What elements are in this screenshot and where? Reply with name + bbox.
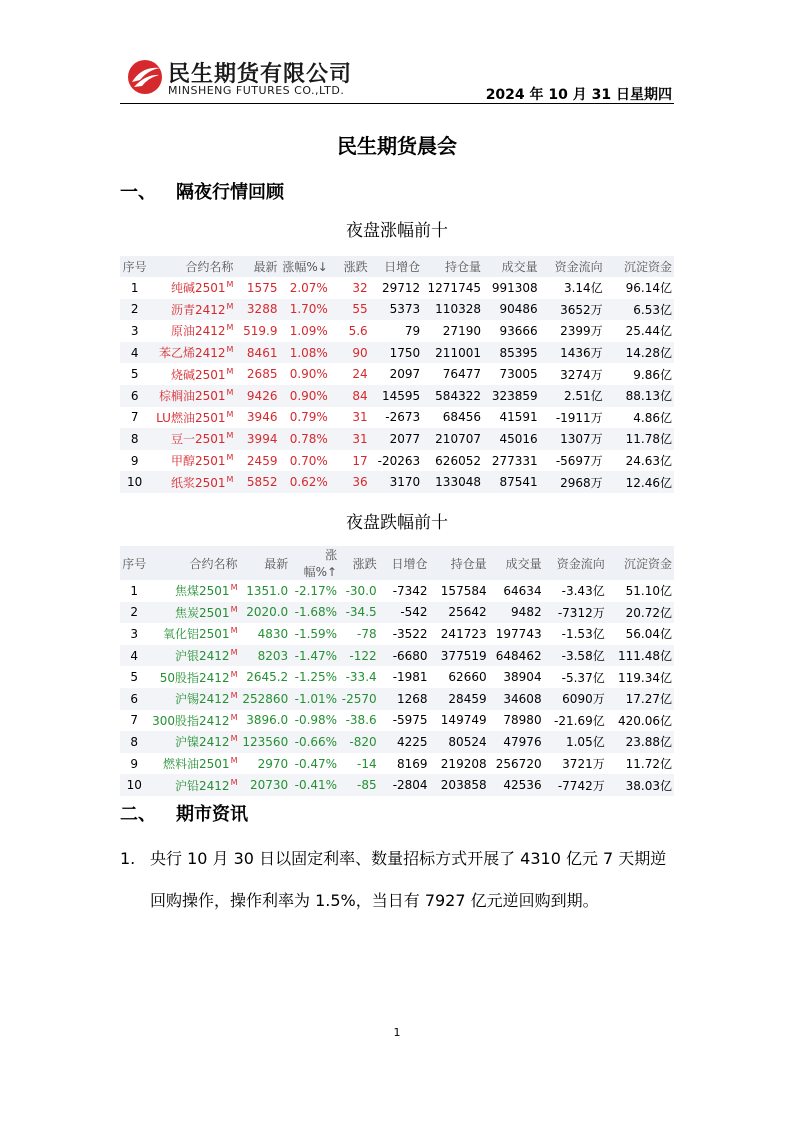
main-contract-marker: M [226, 409, 234, 419]
table-row [120, 320, 674, 342]
table-cell: 210707 [422, 428, 483, 450]
table-cell: 氧化铝$2501^M$ [163, 626, 238, 642]
table-cell: -2570 [339, 688, 379, 710]
night-gainers-table [120, 256, 674, 493]
table-cell: -1981 [392, 670, 428, 685]
table-row [120, 363, 674, 385]
table-cell: -3522 [392, 626, 428, 641]
section-number: 二、 [120, 804, 156, 825]
main-contract-marker: M [226, 453, 234, 463]
table-cell: -5.37亿 [561, 670, 605, 685]
table-cell: 519.9 [243, 323, 278, 338]
table-cell: 0.79% [289, 410, 328, 425]
main-contract-marker: M [226, 431, 234, 441]
column-header: 持仓量 [430, 546, 489, 580]
table-cell: 4225 [379, 731, 430, 753]
table-cell: 24.63亿 [625, 454, 672, 469]
table-cell: 沪铅$2412^M$ [149, 774, 240, 796]
table-cell: 1.05亿 [544, 731, 607, 753]
table-cell: -2673 [385, 410, 421, 425]
table-cell: 88.13亿 [605, 385, 674, 407]
table-cell: -2.17% [294, 583, 338, 598]
table-cell: 24 [352, 367, 368, 382]
table-cell: 9 [130, 453, 139, 468]
main-contract-marker: M [230, 626, 238, 636]
table-cell: 78980 [503, 713, 542, 728]
table-cell: 6 [120, 688, 149, 710]
table-cell: -1.25% [294, 670, 338, 685]
table-cell: 2.07% [289, 280, 328, 295]
table-cell: 沪镍$2412^M$ [149, 731, 240, 753]
table-cell: 9426 [235, 385, 279, 407]
page-number: 1 [393, 1026, 401, 1039]
table-cell: 584322 [422, 385, 483, 407]
table-cell: 64634 [503, 583, 542, 598]
table-row [120, 666, 674, 688]
main-contract-marker: M [226, 345, 234, 355]
table-cell: 119.34亿 [618, 670, 672, 685]
table-cell: 41591 [499, 410, 538, 425]
table-cell: 79 [404, 323, 421, 338]
table-cell: -7312万 [544, 602, 607, 624]
table-cell: -1.59% [294, 626, 338, 641]
table-cell: 纸浆$2501^M$ [149, 471, 235, 493]
table-cell: 87541 [483, 471, 540, 493]
table-cell: 6090万 [544, 688, 607, 710]
table-cell: 31 [352, 410, 368, 425]
report-date: 2024 年 10 月 31 日星期四 [485, 87, 672, 103]
table-cell: 73005 [499, 367, 538, 382]
table-cell: 17.27亿 [607, 688, 674, 710]
table-cell: -122 [339, 645, 379, 667]
column-header: 日增仓 [370, 256, 422, 277]
table-cell: 31 [330, 428, 370, 450]
table-cell: 2399万 [560, 324, 603, 339]
table-cell: 棕榈油$2501^M$ [149, 385, 235, 407]
table-cell: 6 [120, 385, 149, 407]
table-cell: -0.41% [290, 774, 339, 796]
column-header: 沉淀资金 [607, 546, 674, 580]
table-cell: -34.5 [339, 602, 379, 624]
column-header: 资金流向 [540, 256, 605, 277]
table-cell: 10 [120, 774, 149, 796]
table-cell: 68456 [442, 410, 481, 425]
table-cell: 沪银$2412^M$ [149, 645, 240, 667]
table-row [120, 753, 674, 775]
main-contract-marker: M [230, 734, 238, 744]
table-row [120, 342, 674, 364]
column-header: 成交量 [489, 546, 544, 580]
table-cell: 5.6 [348, 323, 368, 338]
column-header: 合约名称 [149, 256, 235, 277]
table-cell: -0.47% [294, 756, 338, 771]
table-cell: 38.03亿 [607, 774, 674, 796]
table-cell: -0.98% [294, 713, 338, 728]
table-cell: 3 [130, 323, 139, 338]
section-label: 隔夜行情回顾 [176, 182, 284, 203]
table-up-title: 夜盘涨幅前十 [346, 221, 448, 241]
column-header: 序号 [120, 546, 149, 580]
table-cell: 6.53亿 [605, 299, 674, 321]
table-cell: 14595 [370, 385, 422, 407]
table-cell: 38904 [503, 670, 542, 685]
table-cell: 5852 [235, 471, 279, 493]
table-cell: 93666 [499, 323, 538, 338]
table-cell: 9482 [489, 602, 544, 624]
table-cell: 9 [130, 756, 139, 771]
table-row [120, 580, 674, 602]
section-label: 期市资讯 [176, 804, 248, 825]
table-cell: 32 [352, 280, 368, 295]
table-cell: 3994 [235, 428, 279, 450]
header-divider [120, 103, 674, 104]
table-cell: 62660 [448, 670, 487, 685]
table-cell: 96.14亿 [625, 281, 672, 296]
main-contract-marker: M [230, 648, 238, 658]
table-cell: 4 [120, 342, 149, 364]
table-cell: 123560 [239, 731, 290, 753]
table-cell: 420.06亿 [618, 713, 672, 728]
table-cell: 1.09% [289, 323, 328, 338]
table-cell: 111.48亿 [607, 645, 674, 667]
section-number: 一、 [120, 182, 156, 203]
table-cell: 241723 [440, 626, 487, 641]
table-cell: -1911万 [555, 410, 603, 425]
table-cell: 27190 [442, 323, 481, 338]
table-cell: 0.62% [279, 471, 329, 493]
table-cell: 5 [130, 367, 139, 382]
column-header: 涨幅%↑ [290, 546, 339, 580]
company-logo [126, 56, 366, 100]
table-cell: 197743 [495, 626, 542, 641]
main-contract-marker: M [230, 583, 238, 593]
table-cell: 2 [120, 299, 149, 321]
news-item-text: 央行 10 月 30 日以固定利率、数量招标方式开展了 4310 亿元 7 天期逆回购操作，操作利率为 1.5%，当日有 7927 亿元逆回购到期。 [150, 849, 667, 910]
table-cell: 1.08% [279, 342, 329, 364]
table-cell: -3.43亿 [561, 584, 605, 599]
column-header: 合约名称 [149, 546, 240, 580]
table-cell: 7 [130, 713, 139, 728]
column-header: 成交量 [483, 256, 540, 277]
table-cell: 0.90% [279, 385, 329, 407]
table-cell: 11.72亿 [625, 757, 672, 772]
table-cell: 28459 [430, 688, 489, 710]
table-cell: 烧碱$2501^M$ [170, 366, 234, 382]
column-header: 持仓量 [422, 256, 483, 277]
table-cell: 25642 [430, 602, 489, 624]
table-cell: -7742万 [544, 774, 607, 796]
table-cell: 84 [330, 385, 370, 407]
main-contract-marker: M [226, 301, 234, 311]
table-cell: 55 [330, 299, 370, 321]
main-contract-marker: M [230, 756, 238, 766]
table-cell: -78 [357, 626, 377, 641]
table-cell: 8169 [397, 756, 428, 771]
main-contract-marker: M [226, 474, 234, 484]
table-cell: 23.88亿 [607, 731, 674, 753]
table-cell: 甲醇$2501^M$ [170, 453, 234, 469]
table-cell: -21.69亿 [554, 713, 605, 728]
table-cell: 3652万 [540, 299, 605, 321]
table-cell: 149749 [440, 713, 487, 728]
table-cell: -5975 [392, 713, 428, 728]
table-cell: 2459 [246, 453, 278, 468]
table-cell: 1271745 [427, 280, 481, 295]
table-cell: 29712 [381, 280, 421, 295]
table-cell: -1.68% [290, 602, 339, 624]
table-cell: 焦煤$2501^M$ [175, 583, 238, 599]
company-name-en: MINSHENG FUTURES CO.,LTD. [168, 84, 345, 97]
table-cell: 3170 [370, 471, 422, 493]
table-cell: 11.78亿 [605, 428, 674, 450]
table-cell: 3.14亿 [563, 281, 603, 296]
table-cell: 377519 [430, 645, 489, 667]
table-cell: 56.04亿 [625, 627, 672, 642]
table-cell: 90486 [483, 299, 540, 321]
column-header: 涨幅%↓ [279, 256, 329, 277]
table-cell: 2020.0 [239, 602, 290, 624]
table-cell: 2097 [389, 367, 421, 382]
table-row [120, 645, 674, 667]
table-cell: 1268 [379, 688, 430, 710]
column-header: 最新 [235, 256, 279, 277]
table-cell: 5373 [370, 299, 422, 321]
table-cell: 219208 [440, 756, 487, 771]
table-cell: 90 [330, 342, 370, 364]
table-cell: 2968万 [540, 471, 605, 493]
night-losers-table [120, 546, 674, 796]
main-contract-marker: M [230, 691, 238, 701]
table-row [120, 623, 674, 645]
table-cell: 8 [120, 731, 149, 753]
table-cell: 0.90% [289, 367, 328, 382]
main-contract-marker: M [226, 366, 234, 376]
table-cell: 14.28亿 [605, 342, 674, 364]
table-cell: 3288 [235, 299, 279, 321]
table-cell: -20263 [377, 453, 421, 468]
table-cell: 80524 [430, 731, 489, 753]
main-contract-marker: M [226, 388, 234, 398]
table-row [120, 710, 674, 732]
table-cell: 300股指$2412^M$ [152, 712, 238, 728]
table-cell: 0.70% [289, 453, 328, 468]
table-cell: 1436万 [540, 342, 605, 364]
table-cell: 1 [130, 583, 139, 598]
column-header: 最新 [239, 546, 290, 580]
table-cell: 沥青$2412^M$ [149, 299, 235, 321]
table-cell: 252860 [239, 688, 290, 710]
table-cell: 2.51亿 [540, 385, 605, 407]
table-cell: 47976 [489, 731, 544, 753]
table-cell: -542 [379, 602, 430, 624]
table-row [120, 688, 674, 710]
table-cell: 85395 [483, 342, 540, 364]
table-cell: 3274万 [560, 367, 603, 382]
table-cell: 42536 [489, 774, 544, 796]
table-cell: 34608 [489, 688, 544, 710]
column-header: 涨跌 [339, 546, 379, 580]
table-cell: 9.86亿 [633, 367, 672, 382]
table-cell: -1.01% [290, 688, 339, 710]
table-cell: 3896.0 [246, 713, 289, 728]
table-cell: 苯乙烯$2412^M$ [149, 342, 235, 364]
table-cell: -7342 [392, 583, 428, 598]
company-emblem-icon [126, 56, 164, 98]
table-cell: 50股指$2412^M$ [159, 669, 238, 685]
table-down-title: 夜盘跌幅前十 [346, 513, 448, 533]
table-cell: 3 [130, 626, 139, 641]
table-row [120, 450, 674, 472]
section-heading-news [120, 800, 248, 826]
table-cell: 2645.2 [246, 670, 289, 685]
table-cell: 纯碱$2501^M$ [170, 280, 234, 296]
table-cell: 256720 [495, 756, 542, 771]
table-cell: -38.6 [345, 713, 377, 728]
table-cell: 20730 [239, 774, 290, 796]
table-cell: -6680 [379, 645, 430, 667]
table-cell: 4830 [257, 626, 289, 641]
main-contract-marker: M [226, 280, 234, 290]
table-cell: 17 [352, 453, 368, 468]
table-cell: 0.78% [279, 428, 329, 450]
table-cell: -1.47% [290, 645, 339, 667]
table-cell: 4.86亿 [633, 410, 672, 425]
table-cell: 1750 [370, 342, 422, 364]
main-contract-marker: M [230, 712, 238, 722]
column-header: 日增仓 [379, 546, 430, 580]
table-cell: 3721万 [562, 757, 605, 772]
table-cell: 1.70% [279, 299, 329, 321]
table-cell: -0.66% [290, 731, 339, 753]
table-cell: 323859 [483, 385, 540, 407]
table-cell: 燃料油$2501^M$ [163, 756, 238, 772]
table-cell: -3.58亿 [544, 645, 607, 667]
table-cell: 45016 [483, 428, 540, 450]
table-cell: 7 [130, 410, 139, 425]
column-header: 沉淀资金 [605, 256, 674, 277]
table-cell: 1 [130, 280, 139, 295]
table-cell: 2685 [246, 367, 278, 382]
table-cell: -30.0 [345, 583, 377, 598]
table-cell: 8461 [235, 342, 279, 364]
main-contract-marker: M [230, 669, 238, 679]
table-cell: 原油$2412^M$ [170, 323, 234, 339]
table-cell: -1.53亿 [561, 627, 605, 642]
table-cell: 991308 [491, 280, 538, 295]
table-cell: 4 [120, 645, 149, 667]
table-header-row [120, 546, 674, 580]
table-cell: 277331 [491, 453, 538, 468]
table-cell: 1575 [246, 280, 278, 295]
table-cell: 1351.0 [246, 583, 289, 598]
table-cell: 豆一$2501^M$ [149, 428, 235, 450]
news-list [120, 838, 680, 922]
table-header-row [120, 256, 674, 277]
table-cell: 203858 [430, 774, 489, 796]
table-cell: 1307万 [540, 428, 605, 450]
table-cell: 2077 [370, 428, 422, 450]
table-row [120, 407, 674, 429]
section-heading-overnight [120, 178, 284, 204]
table-cell: 110328 [422, 299, 483, 321]
main-contract-marker: M [226, 323, 234, 333]
table-cell: 8203 [239, 645, 290, 667]
table-cell: 157584 [440, 583, 487, 598]
table-cell: 626052 [435, 453, 481, 468]
table-cell: -14 [357, 756, 377, 771]
table-row [120, 602, 674, 624]
table-row [120, 731, 674, 753]
table-cell: 10 [120, 471, 149, 493]
table-cell: 2 [120, 602, 149, 624]
column-header: 涨跌 [330, 256, 370, 277]
table-cell: -5697万 [555, 454, 603, 469]
table-cell: 36 [330, 471, 370, 493]
table-cell: LU燃油$2501^M$ [156, 409, 234, 425]
table-cell: -85 [339, 774, 379, 796]
table-cell: 211001 [422, 342, 483, 364]
news-item-number: 1. [120, 849, 136, 868]
table-cell: 2970 [257, 756, 289, 771]
table-cell: -820 [339, 731, 379, 753]
main-contract-marker: M [230, 604, 238, 614]
table-cell: 5 [130, 670, 139, 685]
column-header: 资金流向 [544, 546, 607, 580]
table-cell: 20.72亿 [607, 602, 674, 624]
column-header: 序号 [120, 256, 149, 277]
table-cell: 25.44亿 [625, 324, 672, 339]
table-cell: 沪锡$2412^M$ [149, 688, 240, 710]
table-row [120, 471, 674, 493]
main-contract-marker: M [230, 777, 238, 787]
document-title: 民生期货晨会 [337, 134, 457, 158]
table-row [120, 299, 674, 321]
table-cell: 3946 [246, 410, 278, 425]
table-cell: -33.4 [345, 670, 377, 685]
table-row [120, 428, 674, 450]
table-cell: 12.46亿 [605, 471, 674, 493]
table-cell: 648462 [489, 645, 544, 667]
company-name-cn: 民生期货有限公司 [168, 62, 353, 87]
table-cell: 51.10亿 [625, 584, 672, 599]
table-row [120, 774, 674, 796]
table-cell: -2804 [379, 774, 430, 796]
table-row [120, 385, 674, 407]
table-cell: 133048 [422, 471, 483, 493]
table-cell: 76477 [442, 367, 481, 382]
table-row [120, 277, 674, 299]
table-cell: 8 [120, 428, 149, 450]
table-cell: 焦炭$2501^M$ [149, 602, 240, 624]
